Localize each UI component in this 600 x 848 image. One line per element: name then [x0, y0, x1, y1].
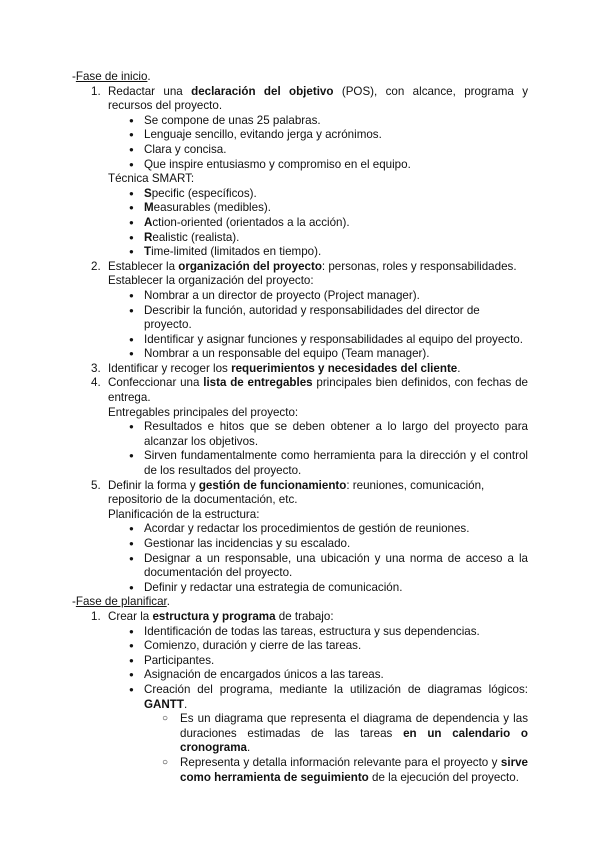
sub-label: Técnica SMART:: [108, 172, 195, 186]
phase-heading: -Fase de planificar.: [72, 595, 170, 609]
list-item: 4. Confeccionar una lista de entregables principales bien definidos, con fechas de entrega.: [91, 376, 528, 405]
bullet-item: ● Nombrar a un responsable del equipo (Team manager).: [72, 347, 528, 362]
bullet-item: ● Measurables (medibles).: [72, 201, 528, 216]
phase-title: Fase de inicio: [75, 70, 148, 83]
sub-bullet-item: ○ Representa y detalla información relevante para el proyecto y sirve como herramienta de seguimiento de la ejecución del proyecto.: [72, 756, 528, 785]
list-item: 1. Crear la estructura y programa de trabajo:: [91, 609, 334, 623]
bullet-item: ● Sirven fundamentalmente como herramienta para la dirección y el control de los resultados del proyecto.: [72, 449, 528, 478]
document-page: [72, 70, 528, 785]
bullet-item: ● Time-limited (limitados en tiempo).: [72, 245, 528, 260]
list-item: 2. Establecer la organización del proyecto: personas, roles y responsabilidades.: [91, 259, 517, 273]
sub-bullet-item: ○ Es un diagrama que representa el diagrama de dependencia y las duraciones estimadas de las tareas en un calendario o cronograma.: [72, 712, 528, 756]
bullet-item: ● Que inspire entusiasmo y compromiso en el equipo.: [72, 158, 528, 173]
bullet-item: ● Se compone de unas 25 palabras.: [72, 114, 528, 129]
phase-title: Fase de planificar: [75, 595, 167, 609]
bullet-item: ● Resultados e hitos que se deben obtener a lo largo del proyecto para alcanzar los objetivos.: [72, 420, 528, 449]
bullet-item: ● Asignación de encargados únicos a las tareas.: [72, 668, 528, 683]
bullet-item: ● Creación del programa, mediante la utilización de diagramas lógicos: GANTT.: [72, 683, 528, 712]
bullet-item: ● Action-oriented (orientados a la acción).: [72, 216, 528, 231]
bullet-item: ● Designar a un responsable, una ubicación y una norma de acceso a la documentación del proyecto.: [72, 552, 528, 581]
bullet-item: ● Acordar y redactar los procedimientos de gestión de reuniones.: [72, 522, 528, 537]
bullet-item: ● Identificación de todas las tareas, estructura y sus dependencias.: [72, 625, 528, 640]
bullet-item: ● Nombrar a un director de proyecto (Project manager).: [72, 289, 528, 304]
phase-heading: -Fase de inicio.: [72, 70, 151, 83]
bullet-item: ● Describir la función, autoridad y responsabilidades del director de proyecto.: [72, 304, 528, 333]
list-item: 5. Definir la forma y gestión de funcionamiento: reuniones, comunicación, repositorio de la documentación, etc.: [91, 478, 485, 507]
bullet-item: ● Participantes.: [72, 654, 528, 669]
bullet-item: ● Gestionar las incidencias y su escalado.: [72, 537, 528, 552]
bullet-item: ● Specific (específicos).: [72, 187, 528, 202]
bullet-item: ● Identificar y asignar funciones y responsabilidades al equipo del proyecto.: [72, 333, 528, 348]
phase-dash: -: [72, 595, 76, 609]
bullet-item: ● Realistic (realista).: [72, 231, 528, 246]
sub-label: Entregables principales del proyecto:: [108, 405, 299, 419]
list-item: 1. Redactar una declaración del objetivo (POS), con alcance, programa y recursos del proyecto.: [91, 84, 528, 113]
bullet-item: ● Definir y redactar una estrategia de comunicación.: [72, 581, 528, 596]
bullet-item: ● Clara y concisa.: [72, 143, 528, 158]
bullet-item: ● Comienzo, duración y cierre de las tareas.: [72, 639, 528, 654]
sub-label: Establecer la organización del proyecto:: [108, 274, 314, 288]
list-item: 3. Identificar y recoger los requerimientos y necesidades del cliente.: [91, 361, 461, 375]
sub-label: Planificación de la estructura:: [108, 507, 260, 521]
phase-dash: -: [72, 70, 76, 83]
bullet-item: ● Lenguaje sencillo, evitando jerga y acrónimos.: [72, 128, 528, 143]
